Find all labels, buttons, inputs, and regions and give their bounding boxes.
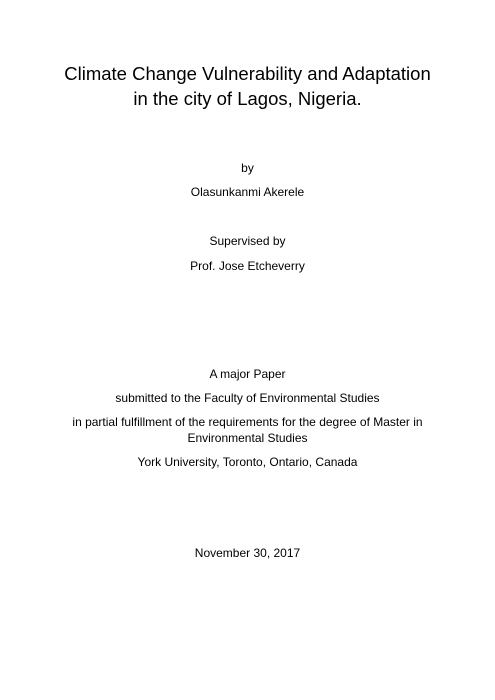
author-name: Olasunkanmi Akerele (190, 185, 305, 199)
institution: York University, Toronto, Ontario, Canada (137, 455, 358, 469)
submitted-to: submitted to the Faculty of Environmental Studies (115, 391, 380, 405)
by-label: by (241, 161, 254, 175)
title-line-2: in the city of Lagos, Nigeria. (133, 88, 362, 109)
submission-date: November 30, 2017 (194, 546, 301, 560)
paper-type: A major Paper (209, 367, 286, 381)
title-line-1: Climate Change Vulnerability and Adaptation (64, 63, 431, 84)
supervisor-name: Prof. Jose Etcheverry (190, 259, 305, 273)
fulfillment-line-1: in partial fulfillment of the requirements for the degree of Master in (72, 415, 423, 429)
supervised-label: Supervised by (209, 234, 286, 248)
fulfillment-line-2: Environmental Studies (187, 431, 308, 445)
